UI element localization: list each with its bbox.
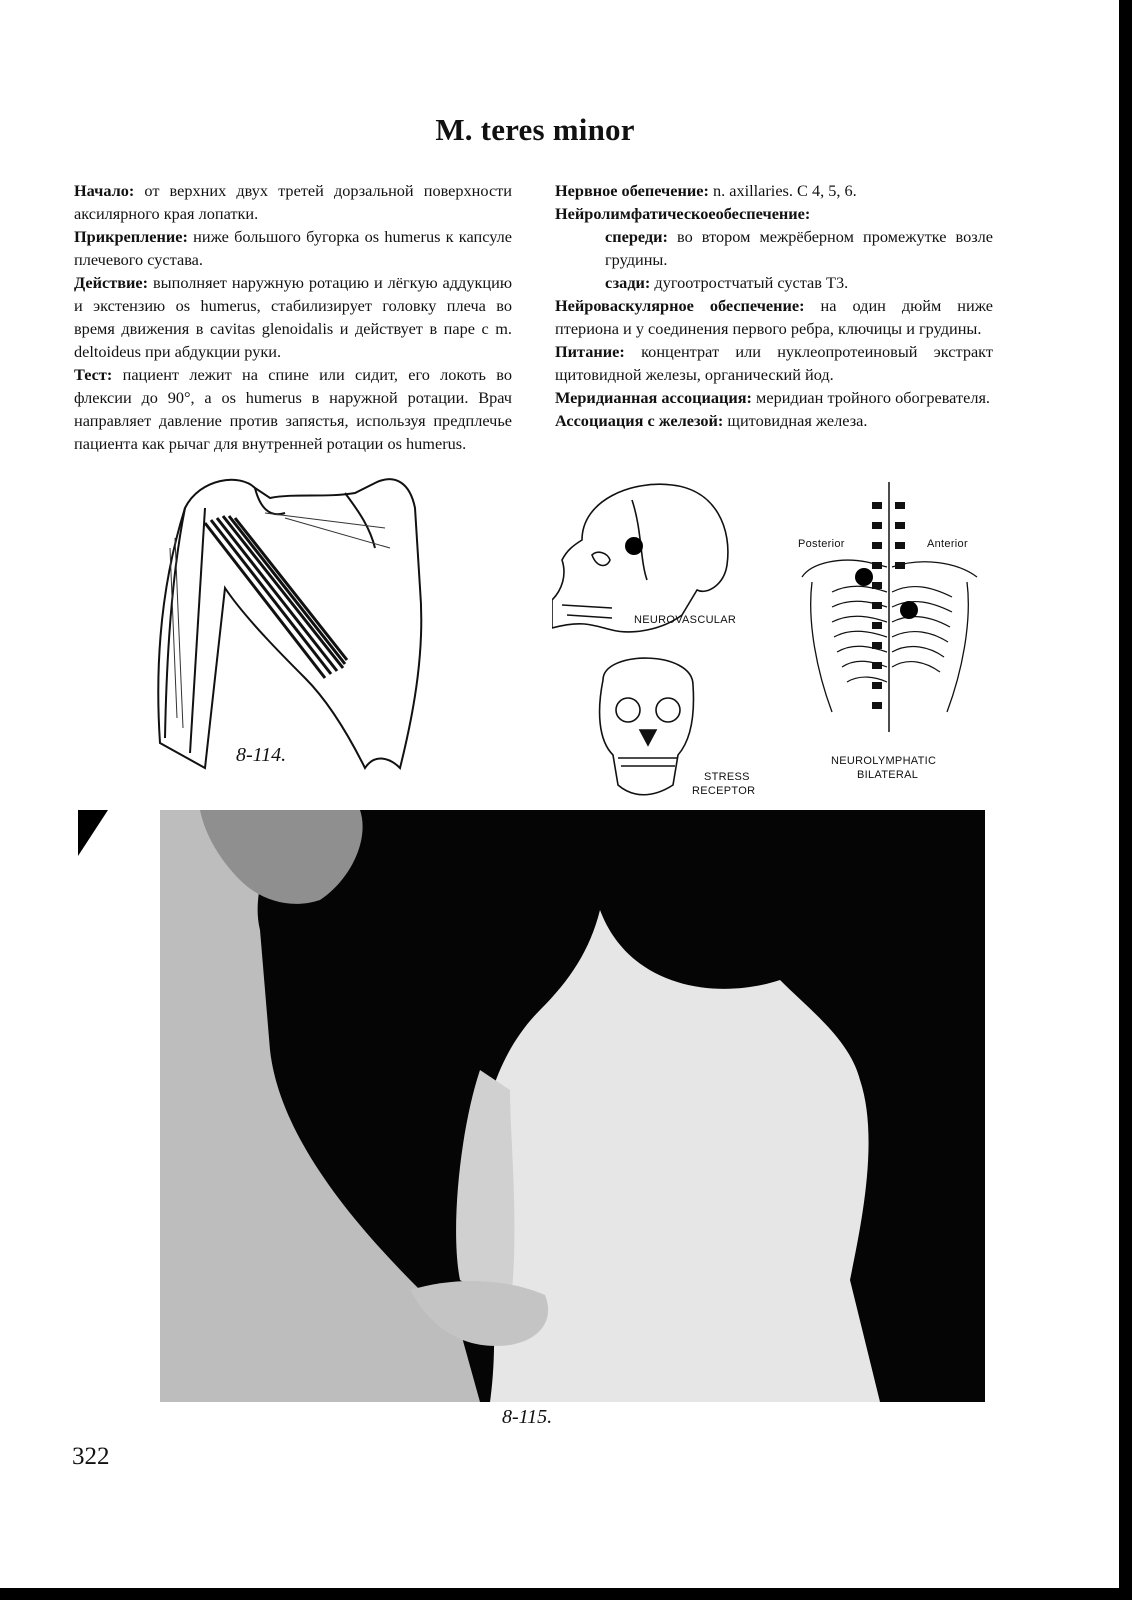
page-number: 322 xyxy=(72,1443,110,1470)
back-text: дугоотростчатый сустав Т3. xyxy=(650,273,849,292)
origin-paragraph xyxy=(74,179,512,225)
nerve-paragraph xyxy=(555,179,993,202)
origin-text: от верхних двух третей дорзальной поверхности аксилярного края лопатки. xyxy=(74,181,512,223)
posterior-label: Posterior xyxy=(798,538,845,550)
neurovascular-paragraph xyxy=(555,294,993,340)
insertion-paragraph xyxy=(74,225,512,271)
neurolymphatic-label: Нейролимфатическоеобеспечение: xyxy=(555,204,811,223)
nutrition-label: Питание: xyxy=(555,342,625,361)
anterior-label: Anterior xyxy=(927,538,968,550)
scan-edge-right xyxy=(1119,0,1132,1600)
scapula-illustration xyxy=(145,468,445,788)
gland-text: щитовидная железа. xyxy=(723,411,868,430)
front-paragraph xyxy=(555,225,993,271)
skull-front-illustration xyxy=(583,640,713,800)
left-column xyxy=(74,179,512,455)
action-paragraph xyxy=(74,271,512,363)
meridian-text: меридиан тройного обогревателя. xyxy=(751,388,991,407)
stress-label-1: STRESS xyxy=(704,771,750,783)
right-column xyxy=(555,179,993,432)
stress-label-2: RECEPTOR xyxy=(692,785,756,797)
figure-8-115-caption: 8-115. xyxy=(502,1406,553,1428)
nerve-label: Нервное обепечение: xyxy=(555,181,709,200)
origin-label: Начало: xyxy=(74,181,135,200)
anterior-point xyxy=(900,601,918,619)
action-text: выполняет наружную ротацию и лёгкую аддукцию и экстензию os humerus, стабилизирует головку плеча во время движения в cavitas glenoidalis и действует в паре с m. deltoideus при абдукции руки. xyxy=(74,273,512,361)
neurolymphatic-label-1: NEUROLYMPHATIC xyxy=(831,755,937,767)
neurovascular-text: на один дюйм ниже птериона и у соединения первого ребра, ключицы и грудины. xyxy=(555,296,993,338)
meridian-label: Меридианная ассоциация: xyxy=(555,388,752,407)
insertion-text: ниже большого бугорка os humerus к капсуле плечевого сустава. xyxy=(74,227,512,269)
nutrition-paragraph xyxy=(555,340,993,386)
nutrition-text: концентрат или нуклеопротеиновый экстракт щитовидной железы, органический йод. xyxy=(555,342,993,384)
skull-lateral-illustration xyxy=(552,480,752,645)
back-paragraph xyxy=(555,271,993,294)
corner-triangle-mark xyxy=(78,810,108,861)
test-text: пациент лежит на спине или сидит, его локоть во флексии до 90°, а os humerus в наружной ротации. Врач направляет давление против запястья, используя предплечье пациента как рычаг для внутренней ротации os humerus. xyxy=(74,365,512,453)
neurovascular-label: Нейроваскулярное обеспечение: xyxy=(555,296,805,315)
torso-neurolymphatic-illustration xyxy=(792,482,987,737)
muscle-test-photo xyxy=(160,810,985,1402)
action-label: Действие: xyxy=(74,273,149,292)
neurolymphatic-heading xyxy=(555,202,993,225)
figure-8-114-caption: 8-114. xyxy=(236,744,287,766)
test-label: Тест: xyxy=(74,365,113,384)
scan-edge-bottom xyxy=(0,1588,1132,1600)
gland-paragraph xyxy=(555,409,993,432)
page-title: M. teres minor xyxy=(435,112,635,147)
test-paragraph xyxy=(74,363,512,455)
posterior-point xyxy=(855,568,873,586)
neurolymphatic-label-2: BILATERAL xyxy=(857,769,919,781)
front-label: спереди: xyxy=(605,227,668,246)
back-label: сзади: xyxy=(605,273,651,292)
insertion-label: Прикрепление: xyxy=(74,227,188,246)
neurovascular-point xyxy=(625,537,643,555)
meridian-paragraph xyxy=(555,386,993,409)
front-text: во втором межрёберном промежутке возле грудины. xyxy=(605,227,993,269)
neurovascular-label: NEUROVASCULAR xyxy=(634,614,737,626)
gland-label: Ассоциация с железой: xyxy=(555,411,724,430)
nerve-text: n. axillaries. С 4, 5, 6. xyxy=(708,181,857,200)
